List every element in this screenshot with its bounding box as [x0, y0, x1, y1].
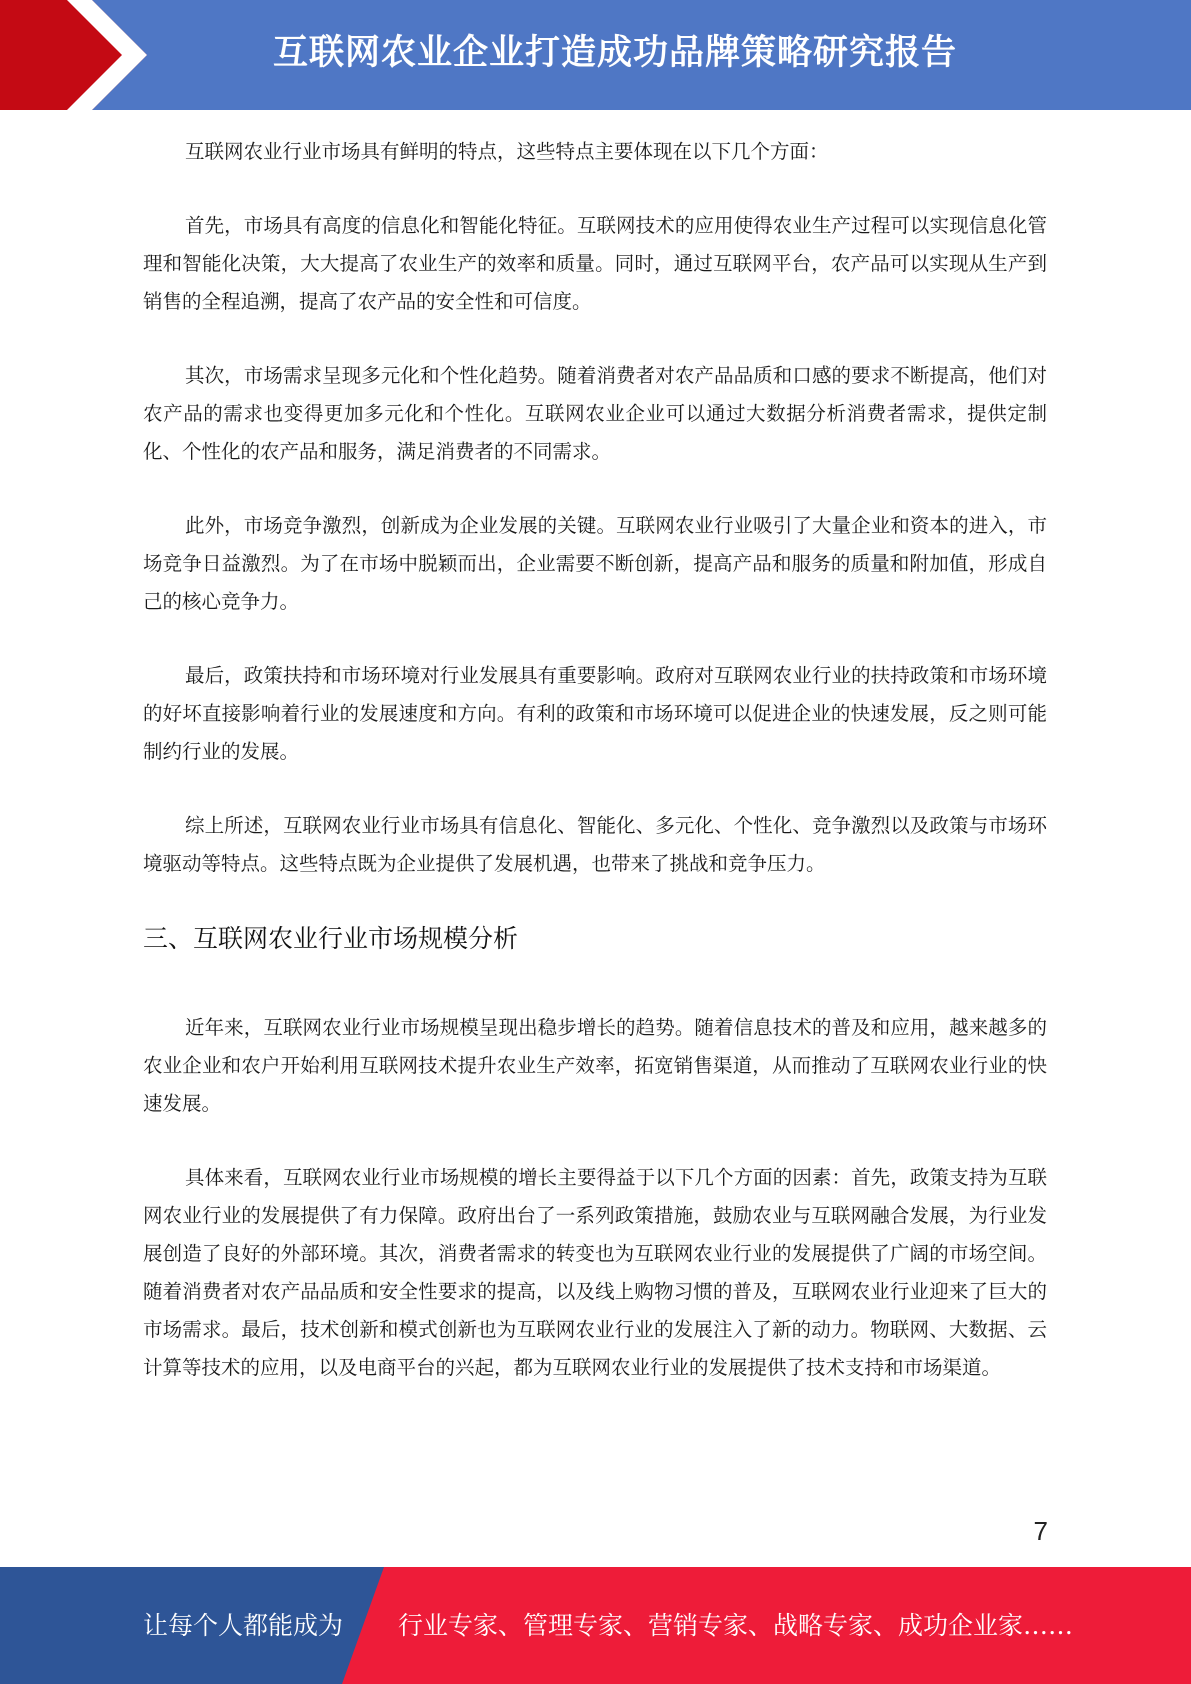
page-header [0, 0, 1191, 110]
paragraph-policy: 最后，政策扶持和市场环境对行业发展具有重要影响。政府对互联网农业行业的扶持政策和市场环境的好坏直接影响着行业的发展速度和方向。有利的政策和市场环境可以促进企业的快速发展，反之则可能制约行业的发展。 [143, 664, 1047, 763]
paragraph-intro: 互联网农业行业市场具有鲜明的特点，这些特点主要体现在以下几个方面： [185, 140, 829, 163]
page-content [143, 133, 1047, 1423]
paragraph-diversified-demand: 其次，市场需求呈现多元化和个性化趋势。随着消费者对农产品品质和口感的要求不断提高，他们对农产品的需求也变得更加多元化和个性化。互联网农业企业可以通过大数据分析消费者需求，提供定制化、个性化的农产品和服务，满足消费者的不同需求。 [143, 364, 1047, 463]
report-title: 互联网农业企业打造成功品牌策略研究报告 [272, 33, 957, 73]
paragraph-summary: 综上所述，互联网农业行业市场具有信息化、智能化、多元化、个性化、竞争激烈以及政策与市场环境驱动等特点。这些特点既为企业提供了发展机遇，也带来了挑战和竞争压力。 [143, 814, 1047, 875]
section-heading: 三、互联网农业行业市场规模分析 [143, 924, 519, 953]
paragraph-competition: 此外，市场竞争激烈，创新成为企业发展的关键。互联网农业行业吸引了大量企业和资本的进入，市场竞争日益激烈。为了在市场中脱颖而出，企业需要不断创新，提高产品和服务的质量和附加值，形成自己的核心竞争力。 [143, 514, 1047, 613]
footer-slogan-left: 让每个人都能成为 [143, 1611, 344, 1640]
paragraph-growth-factors: 具体来看，互联网农业行业市场规模的增长主要得益于以下几个方面的因素：首先，政策支持为互联网农业行业的发展提供了有力保障。政府出台了一系列政策措施，鼓励农业与互联网融合发展，为行业发展创造了良好的外部环境。其次，消费者需求的转变也为互联网农业行业的发展提供了广阔的市场空间。随着消费者对农产品品质和安全性要求的提高，以及线上购物习惯的普及，互联网农业行业迎来了巨大的市场需求。最后，技术创新和模式创新也为互联网农业行业的发展注入了新的动力。物联网、大数据、云计算等技术的应用，以及电商平台的兴起，都为互联网农业行业的发展提供了技术支持和市场渠道。 [143, 1166, 1047, 1379]
paragraph-informatization: 首先，市场具有高度的信息化和智能化特征。互联网技术的应用使得农业生产过程可以实现信息化管理和智能化决策，大大提高了农业生产的效率和质量。同时，通过互联网平台，农产品可以实现从生产到销售的全程追溯，提高了农产品的安全性和可信度。 [143, 214, 1047, 313]
page-number: 7 [1033, 1516, 1048, 1546]
paragraph-market-growth: 近年来，互联网农业行业市场规模呈现出稳步增长的趋势。随着信息技术的普及和应用，越来越多的农业企业和农户开始利用互联网技术提升农业生产效率，拓宽销售渠道，从而推动了互联网农业行业的快速发展。 [143, 1016, 1047, 1115]
footer-slogan-right: 行业专家、管理专家、营销专家、战略专家、成功企业家…… [398, 1611, 1074, 1640]
page-footer [0, 1567, 1191, 1684]
